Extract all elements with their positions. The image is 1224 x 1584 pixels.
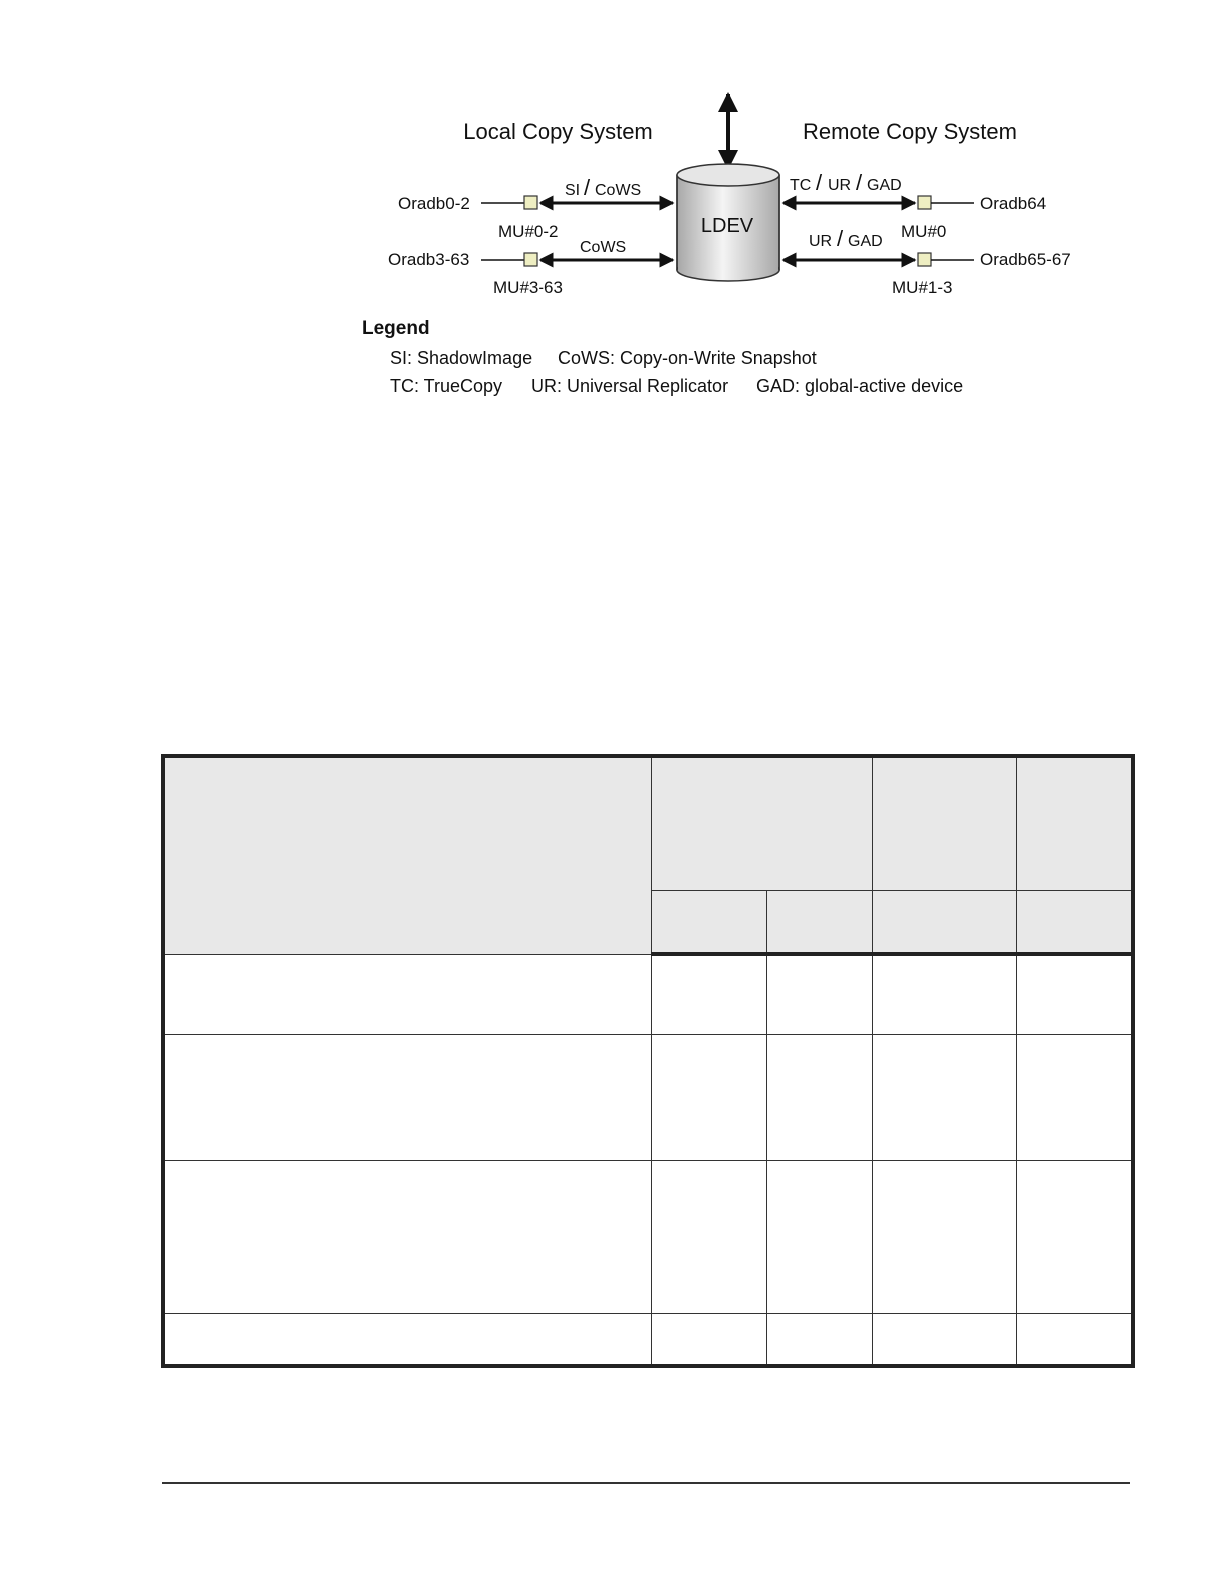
oradb64-label: Oradb64: [980, 194, 1047, 213]
remote-copy-system-title: Remote Copy System: [803, 119, 1017, 144]
gad-top-label: GAD: [867, 177, 902, 194]
table-cell: [872, 1161, 1016, 1314]
tc-label: TC: [790, 177, 812, 194]
table-cell: [1016, 954, 1133, 1034]
table-cell: [766, 1314, 872, 1366]
table-cell: [163, 954, 651, 1034]
table-cell: [651, 1034, 766, 1161]
header-cell-group-3: [1016, 756, 1133, 890]
table-cell: [651, 1314, 766, 1366]
table-cell: [163, 1161, 651, 1314]
slash-si: /: [584, 175, 591, 200]
mu0-2-label: MU#0-2: [498, 222, 559, 241]
table-row: [163, 954, 1133, 1034]
header-subcell: [1016, 890, 1133, 954]
footer-rule: [162, 1482, 1130, 1484]
table-cell: [766, 954, 872, 1034]
header-subcell: [872, 890, 1016, 954]
table-cell: [1016, 1034, 1133, 1161]
table-cell: [163, 1034, 651, 1161]
table-cell: [651, 954, 766, 1034]
table-cell: [872, 1314, 1016, 1366]
mu0-label: MU#0: [901, 222, 947, 241]
header-subcell: [766, 890, 872, 954]
slash-ur-bottom: /: [837, 226, 844, 251]
legend-ur: UR: Universal Replicator: [531, 376, 729, 396]
header-cell-main: [163, 756, 651, 954]
header-subcell: [651, 890, 766, 954]
oradb65-67-label: Oradb65-67: [980, 250, 1071, 269]
header-cell-group-2: [872, 756, 1016, 890]
mu-box-0-2: [524, 196, 537, 209]
si-label: SI: [565, 182, 581, 199]
table-cell: [1016, 1314, 1133, 1366]
ur-bottom-label: UR: [809, 233, 833, 250]
legend-title: Legend: [362, 318, 430, 339]
table-row: [163, 1314, 1133, 1366]
data-table: [161, 754, 1131, 1368]
legend-gad: GAD: global-active device: [756, 376, 964, 396]
oradb3-63-label: Oradb3-63: [388, 250, 470, 269]
slash-ur-top: /: [856, 170, 863, 195]
table-cell: [1016, 1161, 1133, 1314]
legend-row-2: [362, 376, 964, 404]
legend: [362, 318, 964, 404]
ldev-label: LDEV: [700, 215, 754, 237]
cows-bottom-label: CoWS: [580, 239, 627, 256]
slash-tc: /: [816, 170, 823, 195]
header-cell-group-1: [651, 756, 872, 890]
table-cell: [766, 1161, 872, 1314]
legend-tc: TC: TrueCopy: [390, 376, 503, 396]
mu1-3-label: MU#1-3: [892, 278, 953, 297]
mu-box-3-63: [524, 253, 537, 266]
table-row: [163, 1034, 1133, 1161]
table-cell: [766, 1034, 872, 1161]
ur-top-label: UR: [828, 177, 852, 194]
mu-box-1-3: [918, 253, 931, 266]
oradb0-2-label: Oradb0-2: [398, 194, 470, 213]
table-cell: [163, 1314, 651, 1366]
table-cell: [872, 1034, 1016, 1161]
mu-box-0: [918, 196, 931, 209]
cows-top-label: CoWS: [595, 182, 642, 199]
legend-cows: CoWS: Copy-on-Write Snapshot: [558, 348, 817, 368]
local-copy-system-title: Local Copy System: [463, 119, 653, 144]
mu3-63-label: MU#3-63: [493, 278, 563, 297]
gad-bottom-label: GAD: [848, 233, 883, 250]
legend-si: SI: ShadowImage: [390, 348, 533, 368]
table-row: [163, 1161, 1133, 1314]
table-cell: [651, 1161, 766, 1314]
table-cell: [872, 954, 1016, 1034]
legend-row-1: [362, 348, 817, 376]
